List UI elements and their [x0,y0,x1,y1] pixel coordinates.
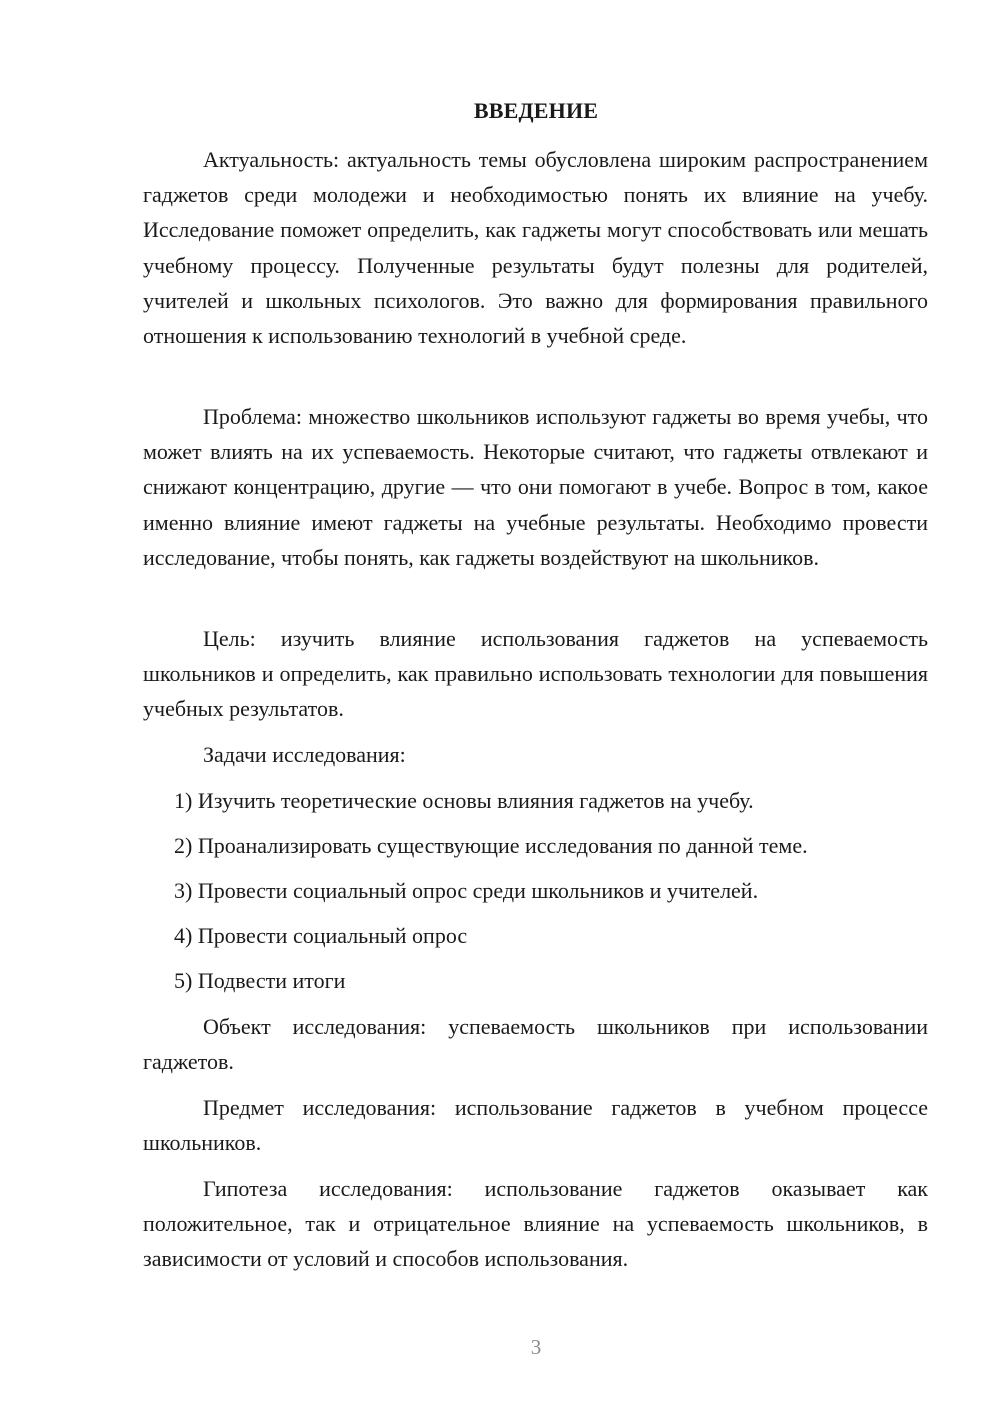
task-item-4: 4) Провести социальный опрос [174,923,468,948]
tasks-heading: Задачи исследования: [203,742,406,767]
task-item-2: 2) Проанализировать существующие исследования по данной теме. [174,833,808,858]
goal-paragraph: Цель: изучить влияние использования гаджетов на успеваемость школьников и определить, как правильно использовать технологии для повышения учебных результатов. [143,626,928,722]
task-item-3: 3) Провести социальный опрос среди школьников и учителей. [174,878,759,903]
subject-paragraph: Предмет исследования: использование гаджетов в учебном процессе школьников. [143,1095,928,1156]
problem-paragraph: Проблема: множество школьников используют гаджеты во время учебы, что может влиять на их успеваемость. Некоторые считают, что гаджеты отвлекают и снижают концентрацию, другие — что они помогают в учебе. Вопрос в том, какое именно влияние имеют гаджеты на учебные результаты. Необходимо провести исследование, чтобы понять, как гаджеты воздействуют на школьников. [143,404,928,570]
object-paragraph: Объект исследования: успеваемость школьников при использовании гаджетов. [143,1014,928,1075]
hypothesis-paragraph: Гипотеза исследования: использование гаджетов оказывает как положительное, так и отрицательное влияние на успеваемость школьников, в зависимости от условий и способов использования. [143,1176,928,1272]
relevance-paragraph: Актуальность: актуальность темы обусловлена широким распространением гаджетов среди молодежи и необходимостью понять их влияние на учебу. Исследование поможет определить, как гаджеты могут способствовать или мешать учебному процессу. Полученные результаты будут полезны для родителей, учителей и школьных психологов. Это важно для формирования правильного отношения к использованию технологий в учебной среде. [143,147,928,349]
page-title: ВВЕДЕНИЕ [473,98,599,123]
page-number: 3 [530,1335,542,1359]
task-item-5: 5) Подвести итоги [174,968,346,993]
task-item-1: 1) Изучить теоретические основы влияния гаджетов на учебу. [174,788,754,813]
